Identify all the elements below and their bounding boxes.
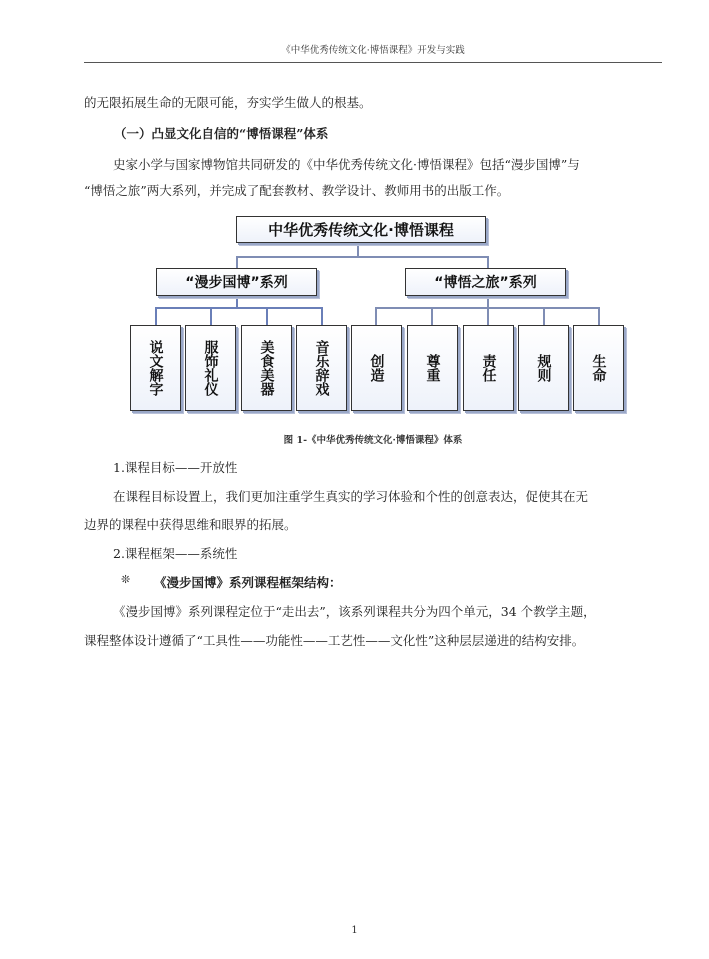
- leaf-label: 服饰礼仪: [202, 340, 219, 396]
- section-heading: （一）凸显文化自信的“博悟课程”体系: [114, 126, 329, 141]
- leaf-label: 规则: [535, 354, 552, 382]
- connector-left-leaf-2: [210, 307, 212, 325]
- diagram-root-label: 中华优秀传统文化·博悟课程: [268, 221, 454, 239]
- connector-left-down: [236, 256, 238, 268]
- connector-right-leaf-2: [431, 307, 433, 325]
- connector-right-leaf-1: [375, 307, 377, 325]
- paragraph-1-line-1: 史家小学与国家博物馆共同研发的《中华优秀传统文化·博悟课程》包括“漫步国博”与: [113, 157, 580, 172]
- diagram-series-left-label: “漫步国博”系列: [185, 275, 288, 291]
- connector-left-leaf-4: [321, 307, 323, 325]
- diagram-series-right-label: “博悟之旅”系列: [434, 275, 537, 291]
- connector-left-leaf-3: [266, 307, 268, 325]
- connector-right-down: [487, 256, 489, 268]
- diagram-leaf-right-5: [573, 325, 624, 411]
- figure-caption: 图 1-《中华优秀传统文化·博悟课程》体系: [283, 435, 463, 446]
- page-number: 1: [351, 925, 358, 936]
- bullet-marker-icon: ❊: [121, 573, 131, 586]
- connector-left-leaf-1: [155, 307, 157, 325]
- leaf-label: 说文解字: [147, 340, 164, 396]
- leaf-label: 创造: [368, 354, 385, 382]
- connector-right-leaf-3: [487, 307, 489, 325]
- section-1-line-2: 边界的课程中获得思维和眼界的拓展。: [84, 517, 297, 532]
- leaf-label: 生命: [590, 354, 607, 382]
- connector-series-h: [236, 256, 488, 258]
- section-2-line-1: 《漫步国博》系列课程定位于“走出去”，该系列课程共分为四个单元，34 个教学主题，: [113, 604, 596, 619]
- body-line-1: 的无限拓展生命的无限可能，夯实学生做人的根基。: [84, 95, 372, 110]
- section-2-line-2: 课程整体设计遵循了“工具性——功能性——工艺性——文化性”这种层层递进的结构安排。: [84, 633, 585, 648]
- leaf-label: 美食美器: [258, 340, 275, 396]
- leaf-label: 尊重: [424, 354, 441, 382]
- diagram-series-right-box: [405, 268, 566, 296]
- connector-left-h: [155, 307, 322, 309]
- leaf-label: 音乐辞戏: [313, 340, 330, 396]
- page-header: [84, 42, 662, 63]
- diagram-series-left-box: [156, 268, 317, 296]
- diagram-leaf-right-3: [463, 325, 514, 411]
- diagram-leaf-right-4: [518, 325, 569, 411]
- diagram-leaf-right-2: [407, 325, 458, 411]
- diagram-leaf-right-1: [351, 325, 402, 411]
- connector-right-leaf-5: [598, 307, 600, 325]
- diagram-leaf-left-1: [130, 325, 181, 411]
- diagram-root-box: [236, 216, 486, 243]
- diagram-leaf-left-3: [241, 325, 292, 411]
- section-2-bullet: 《漫步国博》系列课程框架结构：: [154, 575, 342, 590]
- diagram-leaf-left-4: [296, 325, 347, 411]
- section-2-heading: 2.课程框架——系统性: [113, 546, 238, 561]
- connector-right-leaf-4: [543, 307, 545, 325]
- connector-root-down: [357, 243, 359, 257]
- paragraph-1-line-2: “博悟之旅”两大系列，并完成了配套教材、教学设计、教师用书的出版工作。: [84, 183, 510, 198]
- leaf-label: 责任: [480, 354, 497, 382]
- header-title: 《中华优秀传统文化·博悟课程》开发与实践: [281, 45, 465, 56]
- section-1-heading: 1.课程目标——开放性: [113, 460, 238, 475]
- diagram-leaf-left-2: [185, 325, 236, 411]
- section-1-line-1: 在课程目标设置上，我们更加注重学生真实的学习体验和个性的创意表达，促使其在无: [113, 489, 589, 504]
